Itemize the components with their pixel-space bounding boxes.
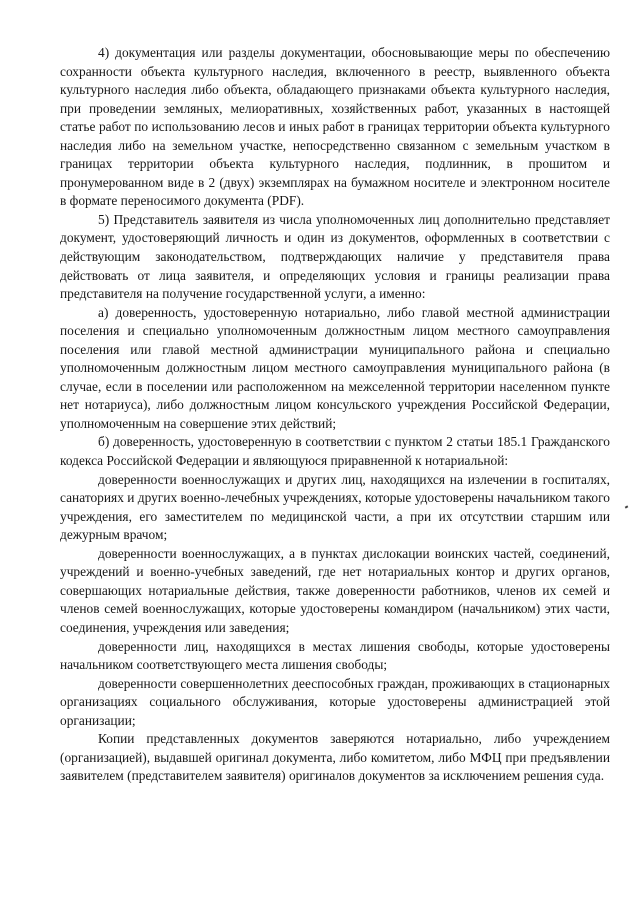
paragraph-prison-power-of-attorney: доверенности лиц, находящихся в местах лишения свободы, которые удостоверены начальником соответствующего места лишения свободы; — [60, 638, 610, 673]
paragraph-social-care-power-of-attorney: доверенности совершеннолетних дееспособных граждан, проживающих в стационарных организациях социального обслуживания, которые удостоверены администрацией этой организации; — [60, 675, 610, 728]
scan-speck — [625, 505, 629, 508]
paragraph-hospital-power-of-attorney: доверенности военнослужащих и других лиц, находящихся на излечении в госпиталях, санаториях и других военно-лечебных учреждениях, которые удостоверены начальником такого учреждения, его заместителем по медицинской части, а при их отсутствии старшим или дежурным врачом; — [60, 471, 610, 543]
paragraph-item-5-representative: 5) Представитель заявителя из числа уполномоченных лиц дополнительно представляет документ, удостоверяющий личность и один из документов, оформленных в соответствии с действующим законодательством, подтверждающих наличие у представителя права действовать от лица заявителя, и определяющих условия и границы реализации права представителя на получение государственной услуги, а именно: — [60, 211, 610, 302]
paragraph-military-power-of-attorney: доверенности военнослужащих, а в пунктах дислокации воинских частей, соединений, учреждений и военно-учебных заведений, где нет нотариальных контор и других органов, совершающих нотариальные действия, также доверенности работников, членов их семей и членов семей военнослужащих, которые удостоверены командиром (начальником) этих части, соединения, учреждения или заведения; — [60, 545, 610, 635]
paragraph-item-4-documentation: 4) документация или разделы документации, обосновывающие меры по обеспечению сохранности объекта культурного наследия, включенного в реестр, выявленного объекта культурного наследия либо объекта, обладающего признаками объекта культурного наследия, при проведении земляных, мелиоративных, хозяйственных работ, указанных в настоящей статье работ по использованию лесов и иных работ в границах территории объекта культурного наследия либо на земельном участке, непосредственно связанном с земельным участком в границах территории объекта культурного наследия, подлинник, в прошитом и пронумерованном виде в 2 (двух) экземплярах на бумажном носителе и электронном носителе в формате переносимого документа (PDF). — [60, 45, 610, 209]
document-page — [60, 44, 610, 786]
paragraph-copies-certification: Копии представленных документов заверяются нотариально, либо учреждением (организацией), выдавшей оригинал документа, либо комитетом, либо МФЦ при предъявлении заявителем (представителем заявителя) оригиналов документов за исключением решения суда. — [60, 731, 610, 784]
paragraph-subitem-b-equivalent-power-of-attorney: б) доверенность, удостоверенную в соответствии с пунктом 2 статьи 185.1 Гражданского кодекса Российской Федерации и являющуюся приравненной к нотариальной: — [60, 434, 610, 469]
paragraph-subitem-a-notarial-power-of-attorney: а) доверенность, удостоверенную нотариально, либо главой местной администрации поселения и специально уполномоченным должностным лицом местного самоуправления поселения или главой местной администрации муниципального района и специально уполномоченным должностным лицом местного самоуправления муниципального района (в случае, если в поселении или расположенном на межселенной территории населенном пункте нет нотариуса), либо должностным лицом консульского учреждения Российской Федерации, уполномоченным на совершение этих действий; — [60, 304, 610, 431]
